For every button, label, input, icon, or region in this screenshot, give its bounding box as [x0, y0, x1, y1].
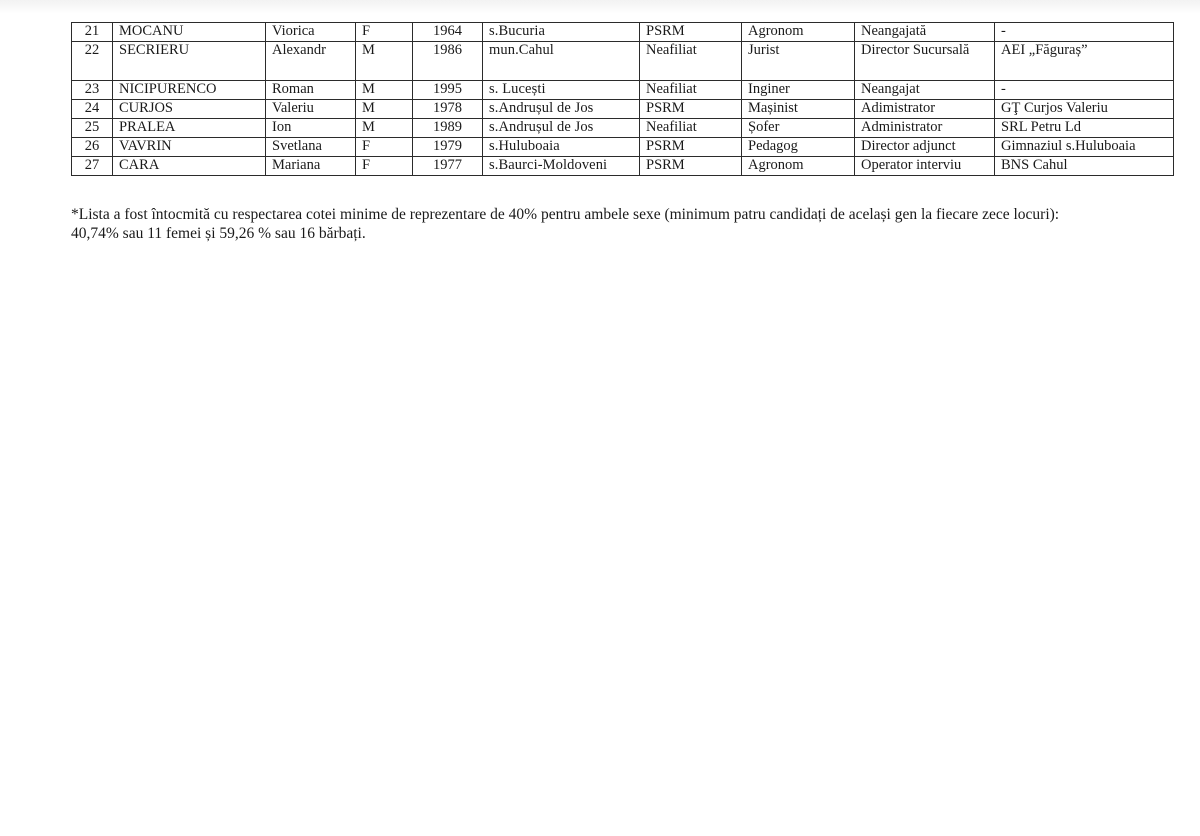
cell-name: Valeriu [266, 100, 356, 119]
cell-position: Neangajat [855, 81, 995, 100]
cell-surname: CARA [113, 157, 266, 176]
cell-surname: NICIPURENCO [113, 81, 266, 100]
cell-profession: Inginer [742, 81, 855, 100]
cell-year: 1978 [413, 100, 483, 119]
cell-year: 1979 [413, 138, 483, 157]
cell-profession: Pedagog [742, 138, 855, 157]
cell-nr: 25 [72, 119, 113, 138]
cell-surname: VAVRIN [113, 138, 266, 157]
cell-year: 1964 [413, 23, 483, 42]
cell-sex: F [356, 157, 413, 176]
cell-year: 1977 [413, 157, 483, 176]
cell-party: PSRM [640, 100, 742, 119]
footnote-gender-stats: 40,74% sau 11 femei și 59,26 % sau 16 bărbați. [71, 225, 366, 242]
cell-nr: 26 [72, 138, 113, 157]
cell-position: Administrator [855, 119, 995, 138]
cell-year: 1989 [413, 119, 483, 138]
table-row [72, 100, 1174, 119]
cell-party: PSRM [640, 23, 742, 42]
cell-position: Director adjunct [855, 138, 995, 157]
cell-party: Neafiliat [640, 42, 742, 81]
cell-position: Adimistrator [855, 100, 995, 119]
cell-profession: Jurist [742, 42, 855, 81]
cell-locality: s.Huluboaia [483, 138, 640, 157]
cell-party: PSRM [640, 138, 742, 157]
cell-workplace: GŢ Curjos Valeriu [995, 100, 1174, 119]
footnote-quota-text: *Lista a fost întocmită cu respectarea cotei minime de reprezentare de 40% pentru ambele sexe (minimum patru candidați de același gen la fiecare zece locuri): [71, 206, 1060, 223]
cell-name: Viorica [266, 23, 356, 42]
cell-profession: Mașinist [742, 100, 855, 119]
cell-year: 1986 [413, 42, 483, 81]
cell-locality: s. Lucești [483, 81, 640, 100]
cell-nr: 27 [72, 157, 113, 176]
cell-locality: s.Bucuria [483, 23, 640, 42]
cell-surname: CURJOS [113, 100, 266, 119]
cell-surname: PRALEA [113, 119, 266, 138]
cell-profession: Agronom [742, 157, 855, 176]
cell-name: Svetlana [266, 138, 356, 157]
cell-workplace: - [995, 81, 1174, 100]
cell-name: Roman [266, 81, 356, 100]
cell-name: Alexandr [266, 42, 356, 81]
table-row [72, 119, 1174, 138]
cell-nr: 22 [72, 42, 113, 81]
cell-nr: 24 [72, 100, 113, 119]
cell-sex: M [356, 119, 413, 138]
cell-sex: F [356, 23, 413, 42]
table-row [72, 23, 1174, 42]
cell-workplace: Gimnaziul s.Huluboaia [995, 138, 1174, 157]
cell-position: Neangajată [855, 23, 995, 42]
cell-locality: s.Andrușul de Jos [483, 100, 640, 119]
cell-name: Mariana [266, 157, 356, 176]
cell-party: Neafiliat [640, 119, 742, 138]
table-row [72, 157, 1174, 176]
cell-surname: SECRIERU [113, 42, 266, 81]
cell-locality: mun.Cahul [483, 42, 640, 81]
cell-position: Director Sucursală [855, 42, 995, 81]
cell-locality: s.Andrușul de Jos [483, 119, 640, 138]
cell-nr: 21 [72, 23, 113, 42]
candidates-table [71, 22, 1174, 176]
cell-position: Operator interviu [855, 157, 995, 176]
cell-locality: s.Baurci-Moldoveni [483, 157, 640, 176]
cell-sex: M [356, 81, 413, 100]
table-row [72, 42, 1174, 81]
cell-year: 1995 [413, 81, 483, 100]
cell-party: PSRM [640, 157, 742, 176]
cell-workplace: BNS Cahul [995, 157, 1174, 176]
cell-surname: MOCANU [113, 23, 266, 42]
cell-sex: F [356, 138, 413, 157]
cell-name: Ion [266, 119, 356, 138]
cell-profession: Șofer [742, 119, 855, 138]
cell-workplace: AEI „Făguraș” [995, 42, 1174, 81]
cell-workplace: SRL Petru Ld [995, 119, 1174, 138]
cell-workplace: - [995, 23, 1174, 42]
table-row [72, 138, 1174, 157]
cell-nr: 23 [72, 81, 113, 100]
quota-footnote [71, 205, 1186, 243]
cell-party: Neafiliat [640, 81, 742, 100]
cell-sex: M [356, 42, 413, 81]
table-row [72, 81, 1174, 100]
cell-sex: M [356, 100, 413, 119]
cell-profession: Agronom [742, 23, 855, 42]
